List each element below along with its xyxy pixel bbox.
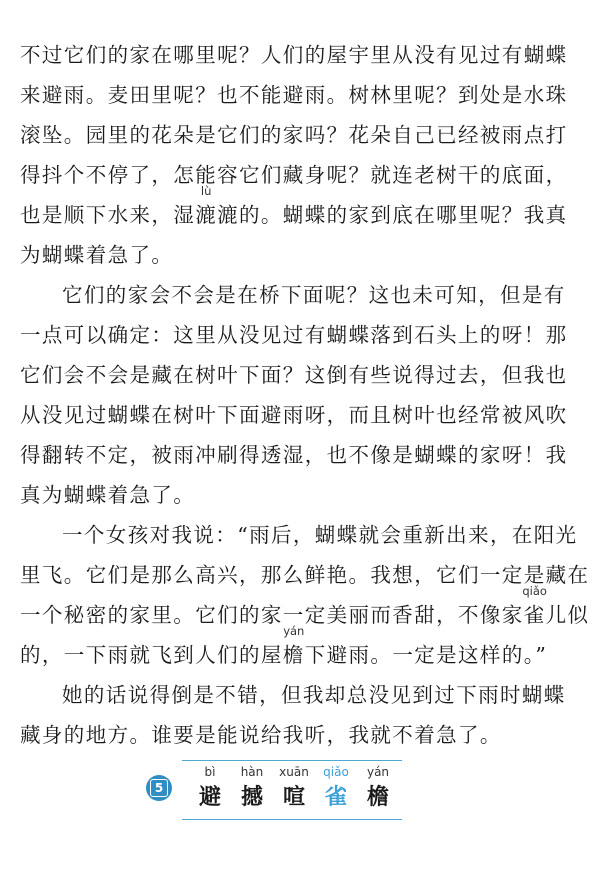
- vocab-item: [190, 761, 230, 812]
- annotated-hanzi: 檐: [282, 643, 305, 667]
- annotated-char: [195, 184, 218, 230]
- text-line: 藏身的地方。谁要是能说给我听，我就不着急了。: [20, 723, 502, 747]
- vocab-item-highlighted: [316, 761, 356, 812]
- text-line: 它们会不会是藏在树叶下面？这倒有些说得过去，但我也: [20, 363, 568, 387]
- vocab-pinyin: yán: [366, 765, 390, 779]
- vocab-item: [274, 761, 314, 812]
- text-line: 得翻转不定，被雨冲刷得透湿，也不像是蝴蝶的家呀！我: [20, 443, 568, 467]
- vocab-item: [232, 761, 272, 812]
- text-segment: 也是顺下水来，湿: [20, 203, 196, 227]
- annotated-char: [282, 624, 305, 670]
- text-line: [20, 184, 596, 230]
- text-line: 一点可以确定：这里从没见过有蝴蝶落到石头上的呀！那: [20, 323, 568, 347]
- lesson-number-badge: [146, 775, 172, 801]
- vocab-hanzi: 雀: [324, 784, 347, 810]
- vocab-hanzi: 檐: [366, 784, 389, 810]
- text-line: 她的话说得倒是不错，但我却总没见到过下雨时蝴蝶: [62, 683, 566, 707]
- new-words-box: [182, 760, 402, 820]
- text-segment: 一个秘密的家里。它们的家一定美丽而香甜，不像家: [20, 603, 524, 627]
- text-line: 为蝴蝶着急了。: [20, 243, 174, 267]
- vocab-pinyin: bì: [204, 765, 216, 779]
- lesson-number: 5: [150, 779, 168, 797]
- text-line: 里飞。它们是那么高兴，那么鲜艳。我想，它们一定是藏在: [20, 563, 590, 587]
- text-line: [20, 624, 596, 670]
- vocab-hanzi: 避: [198, 784, 221, 810]
- text-segment: 的，一下雨就飞到人们的屋: [20, 643, 283, 667]
- text-line: 不过它们的家在哪里呢？人们的屋宇里从没有见过有蝴蝶: [20, 43, 568, 67]
- text-line: 滚坠。园里的花朵是它们的家吗？花朵自己已经被雨点打: [20, 123, 568, 147]
- vocab-hanzi: 喧: [282, 784, 305, 810]
- text-line: 一个女孩对我说：“雨后，蝴蝶就会重新出来，在阳光: [62, 523, 578, 547]
- text-segment: 下避雨。一定是这样的。”: [304, 643, 548, 667]
- text-line: 它们的家会不会是在桥下面呢？这也未可知，但是有: [62, 283, 566, 307]
- annotated-hanzi: 雀: [523, 603, 546, 627]
- vocab-hanzi: 撼: [240, 784, 263, 810]
- text-line: [20, 584, 596, 630]
- text-line: 从没见过蝴蝶在树叶下面避雨呀，而且树叶也经常被风吹: [20, 403, 568, 427]
- vocab-item: [358, 761, 398, 812]
- text-line: 真为蝴蝶着急了。: [20, 483, 196, 507]
- text-segment: 漉的。蝴蝶的家到底在哪里呢？我真: [217, 203, 568, 227]
- pinyin-annotation: yán: [283, 624, 305, 638]
- text-line: 来避雨。麦田里呢？也不能避雨。树林里呢？到处是水珠: [20, 83, 568, 107]
- annotated-char: [522, 584, 547, 630]
- text-segment: 儿似: [545, 603, 590, 627]
- text-line: 得抖个不停了，怎能容它们藏身呢？就连老树干的底面，: [20, 163, 568, 187]
- vocab-pinyin: xuān: [279, 765, 309, 779]
- vocab-pinyin: hàn: [240, 765, 264, 779]
- pinyin-annotation: lù: [200, 184, 212, 198]
- vocab-pinyin: qiǎo: [323, 765, 349, 779]
- annotated-hanzi: 漉: [195, 203, 218, 227]
- pinyin-annotation: qiǎo: [522, 584, 547, 598]
